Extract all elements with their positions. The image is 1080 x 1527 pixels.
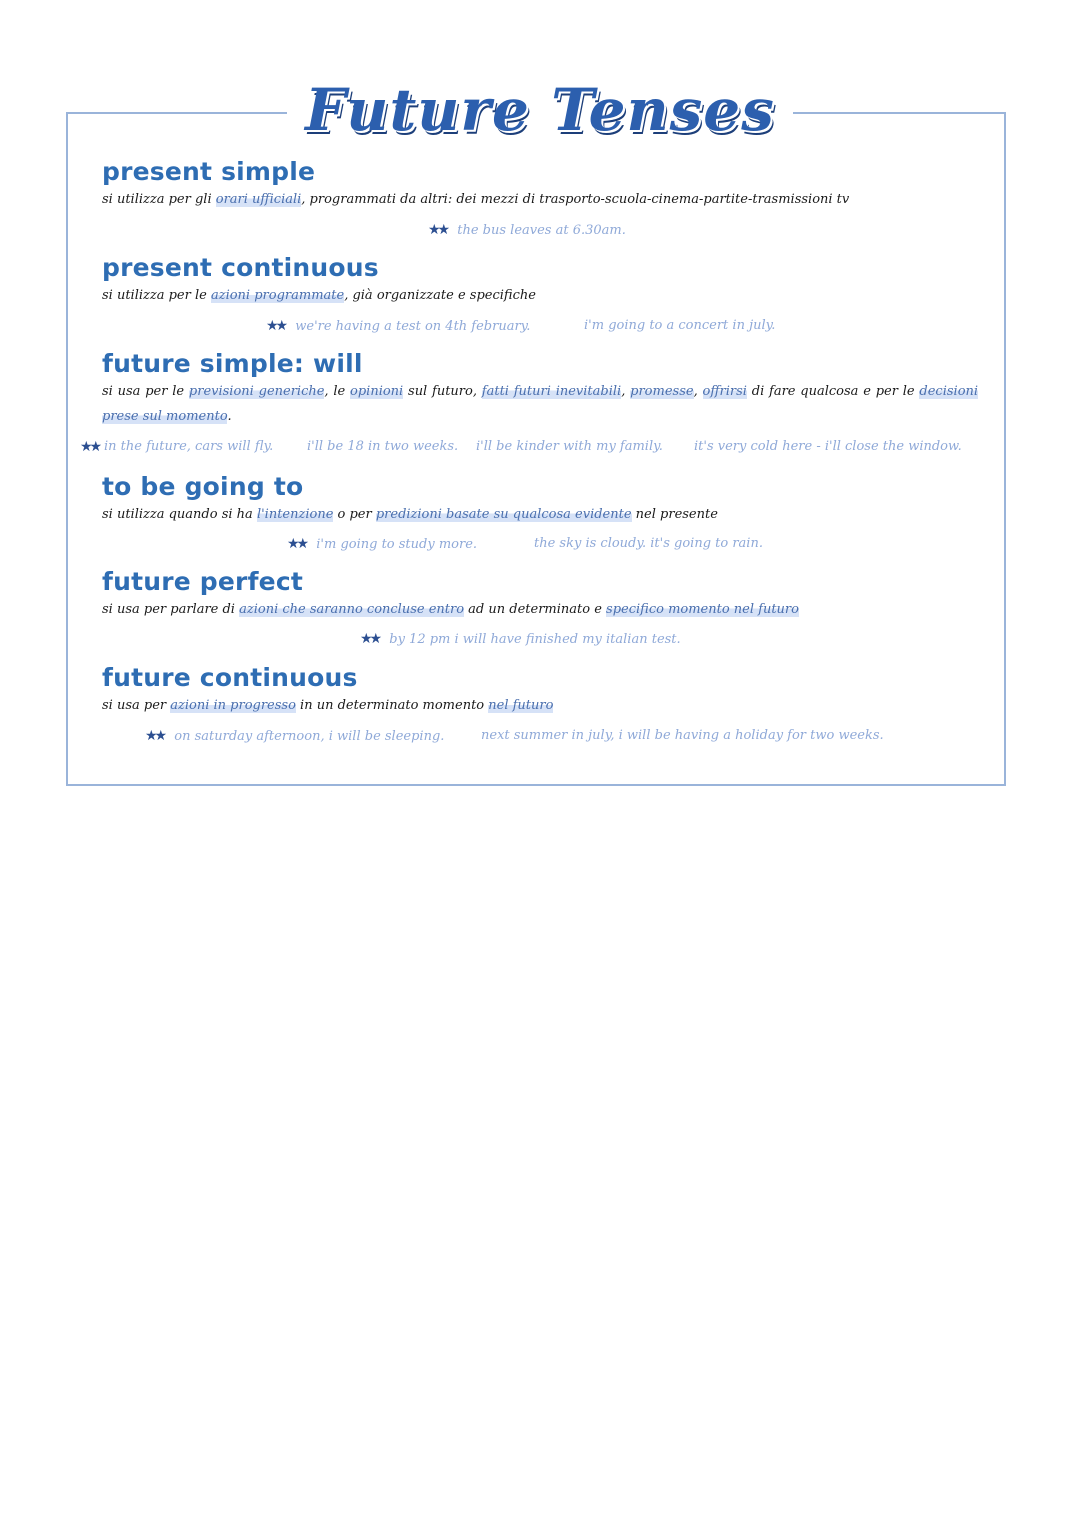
example-sentence: i'm going to a concert in july. — [584, 318, 776, 333]
example-sentence: the sky is cloudy. it's going to rain. — [534, 536, 763, 551]
rule-text: si utilizza per le — [102, 288, 211, 303]
example-sentence: i'll be 18 in two weeks. — [307, 439, 459, 454]
examples-future-continuous — [145, 725, 444, 748]
example-sentence: in the future, cars will fly. — [104, 439, 274, 454]
rule-text: si usa per parlare di — [102, 602, 240, 617]
highlighted-term: l'intenzione — [256, 507, 334, 522]
example-sentence: the bus leaves at 6.30am. — [457, 223, 626, 238]
double-star-icon: ★★ — [360, 631, 380, 647]
rule-text: , le — [324, 384, 351, 399]
page-title-text: Future Tenses — [287, 76, 793, 144]
rule-text: di fare qualcosa e per le — [746, 384, 920, 399]
example-will-1 — [104, 436, 273, 458]
highlighted-term: offrirsi — [702, 384, 747, 399]
highlighted-term: azioni che saranno concluse entro — [239, 602, 465, 617]
rule-text: si utilizza quando si ha — [102, 507, 257, 522]
example-sentence: by 12 pm i will have finished my italian test. — [389, 632, 681, 647]
highlighted-term: decisioni prese sul momento — [102, 384, 979, 424]
double-star-icon: ★★ — [145, 728, 165, 744]
highlighted-term: fatti futuri inevitabili — [481, 384, 622, 399]
rule-text: . — [227, 409, 232, 424]
example-sentence: on saturday afternoon, i will be sleeping. — [174, 729, 445, 744]
example-sentence: we're having a test on 4th february. — [295, 319, 531, 334]
section-heading: future simple: will — [102, 349, 363, 378]
section-future-continuous — [102, 663, 982, 718]
examples-to-be-going-to — [287, 533, 477, 556]
section-rule — [102, 502, 982, 527]
highlighted-term: azioni in progresso — [170, 698, 296, 713]
section-heading: present continuous — [102, 253, 379, 282]
highlighted-term: specifico momento nel futuro — [606, 602, 799, 617]
highlighted-term: azioni programmate — [210, 288, 345, 303]
rule-text: si usa per — [102, 698, 171, 713]
examples-future-simple-will — [80, 436, 105, 459]
rule-text: si usa per le — [102, 384, 189, 399]
double-star-icon: ★★ — [80, 439, 100, 455]
highlighted-term: opinioni — [350, 384, 404, 399]
highlighted-term: predizioni basate su qualcosa evidente — [375, 507, 632, 522]
section-heading: to be going to — [102, 472, 304, 501]
example-will-2 — [307, 436, 458, 458]
highlighted-term: nel futuro — [488, 698, 554, 713]
rule-text: , già organizzate e specifiche — [344, 288, 536, 303]
highlighted-term: previsioni generiche — [188, 384, 325, 399]
section-heading: present simple — [102, 157, 316, 186]
section-rule — [102, 187, 982, 212]
rule-text: in un determinato momento — [295, 698, 489, 713]
rule-text: nel presente — [631, 507, 718, 522]
double-star-icon: ★★ — [287, 536, 307, 552]
section-rule — [102, 283, 982, 308]
section-future-perfect — [102, 567, 982, 622]
rule-text: ad un determinato e — [464, 602, 607, 617]
examples-present-simple — [428, 219, 626, 242]
example-sentence: next summer in july, i will be having a holiday for two weeks. — [481, 728, 884, 743]
double-star-icon: ★★ — [428, 222, 448, 238]
examples-present-continuous — [266, 315, 530, 338]
example-sentence: i'll be kinder with my family. — [476, 439, 663, 454]
rule-text: sul futuro, — [403, 384, 482, 399]
rule-text: o per — [333, 507, 376, 522]
rule-text: , programmati da altri: dei mezzi di trasporto-scuola-cinema-partite-trasmissioni tv — [301, 192, 850, 207]
section-present-simple — [102, 157, 982, 212]
section-rule — [102, 379, 978, 429]
example-sentence: i'm going to study more. — [316, 537, 478, 552]
double-star-icon: ★★ — [266, 318, 286, 334]
rule-text: , — [621, 384, 631, 399]
section-present-continuous — [102, 253, 982, 308]
example-will-3 — [476, 436, 663, 458]
highlighted-term: orari ufficiali — [215, 192, 302, 207]
example-sentence: it's very cold here - i'll close the window. — [694, 439, 962, 454]
examples-to-be-going-to-2 — [534, 533, 763, 555]
section-heading: future continuous — [102, 663, 358, 692]
examples-present-continuous-2 — [584, 315, 775, 337]
examples-future-continuous-2 — [481, 725, 884, 747]
examples-future-perfect — [360, 628, 681, 651]
section-rule — [102, 597, 982, 622]
section-rule — [102, 693, 982, 718]
section-heading: future perfect — [102, 567, 303, 596]
page-title — [0, 74, 1080, 146]
highlighted-term: promesse — [630, 384, 694, 399]
rule-text: , — [693, 384, 703, 399]
rule-text: si utilizza per gli — [102, 192, 216, 207]
section-future-simple-will — [102, 349, 982, 429]
example-will-4 — [694, 436, 962, 458]
section-to-be-going-to — [102, 472, 982, 527]
